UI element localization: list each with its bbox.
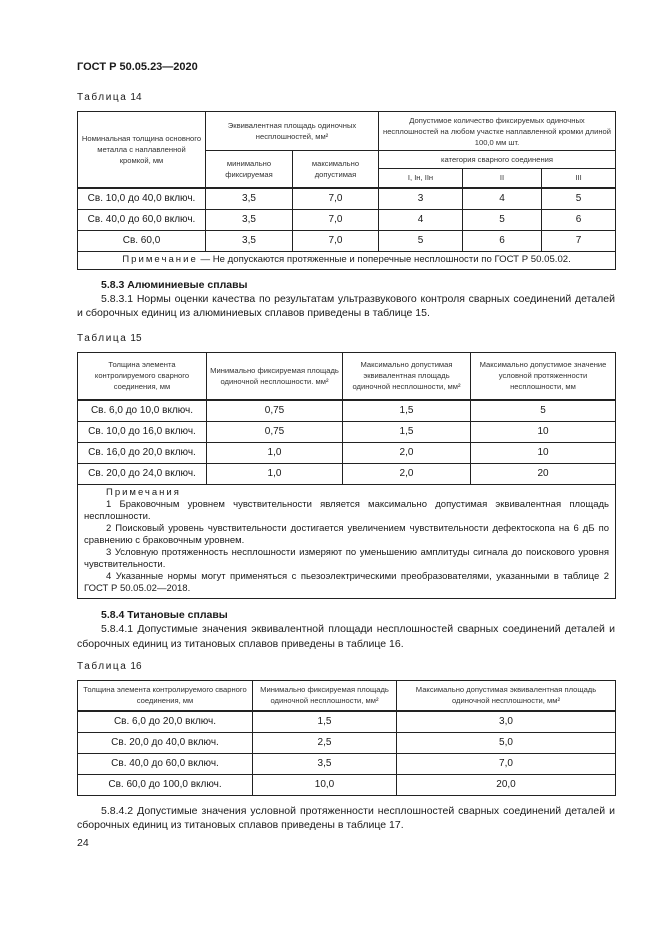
header-category: категория сварного соединения xyxy=(379,151,616,169)
caption-word: Таблица xyxy=(77,332,128,344)
value-cell: 3,0 xyxy=(397,711,616,733)
table-row xyxy=(78,209,616,230)
value-cell: 7,0 xyxy=(293,209,379,230)
value-cell: 10 xyxy=(471,443,616,464)
section-5-8-4-heading: 5.8.4 Титановые сплавы xyxy=(101,609,228,621)
value-cell: 7 xyxy=(542,230,616,251)
caption-number: 15 xyxy=(130,332,142,344)
paragraph-5-8-4-2: 5.8.4.2 Допустимые значения условной протяженности несплошностей сварных соединений деталей и сборочных единиц из титановых сплавов приведены в таблице 17. xyxy=(77,804,615,831)
table-row xyxy=(78,753,616,774)
value-cell: 0,75 xyxy=(207,400,343,422)
row-label-cell: Св. 10,0 до 40,0 включ. xyxy=(78,188,206,210)
row-label-cell: Св. 60,0 xyxy=(78,230,206,251)
table-14-note xyxy=(78,251,616,269)
table-row xyxy=(78,443,616,464)
row-label-cell: Св. 40,0 до 60,0 включ. xyxy=(78,209,206,230)
header-area: Эквивалентная площадь одиночных несплошностей, мм² xyxy=(206,112,379,151)
row-label-cell: Св. 10,0 до 16,0 включ. xyxy=(78,422,207,443)
note-1: 1 Браковочным уровнем чувствительности является максимально допустимая эквивалентная площадь несплошности. xyxy=(84,499,609,522)
caption-number: 16 xyxy=(130,661,142,672)
header-count: Допустимое количество фиксируемых одиночных несплошностей на любом участке наплавленной кромки длиной 100,0 мм шт. xyxy=(379,112,616,151)
table-row xyxy=(78,188,616,210)
value-cell: 4 xyxy=(463,188,542,210)
value-cell: 5 xyxy=(471,400,616,422)
table-15-caption xyxy=(77,333,615,345)
header-thickness: Толщина элемента контролируемого сварного соединения, мм xyxy=(78,352,207,400)
paragraph-5-8-3-1: 5.8.3.1 Нормы оценки качества по результатам ультразвукового контроля сварных соединений деталей и сборочных единиц из алюминиевых сплавов приведены в таблице 15. xyxy=(77,292,615,319)
table-row xyxy=(78,774,616,795)
value-cell: 6 xyxy=(542,209,616,230)
caption-word: Таблица xyxy=(77,92,128,103)
header-max-area: Максимально допустимая эквивалентная площадь одиночной несплошности, мм² xyxy=(343,352,471,400)
value-cell: 3,5 xyxy=(206,230,293,251)
value-cell: 2,0 xyxy=(343,443,471,464)
value-cell: 1,5 xyxy=(253,711,397,733)
value-cell: 2,5 xyxy=(253,732,397,753)
value-cell: 3,5 xyxy=(253,753,397,774)
value-cell: 3,5 xyxy=(206,209,293,230)
header-min: минимально фиксируемая xyxy=(206,151,293,188)
header-min-area: Минимально фиксируемая площадь одиночной несплошности. мм² xyxy=(207,352,343,400)
note-3: 3 Условную протяженность несплошности измеряют по уменьшению амплитуды сигнала до поискового уровня чувствительности. xyxy=(84,547,609,570)
value-cell: 1,0 xyxy=(207,443,343,464)
value-cell: 5 xyxy=(463,209,542,230)
table-row xyxy=(78,711,616,733)
row-label-cell: Св. 16,0 до 20,0 включ. xyxy=(78,443,207,464)
note-2: 2 Поисковый уровень чувствительности достигается увеличением чувствительности дефектоскопа на 6 дБ по сравнению с браковочным уровнем. xyxy=(84,523,609,546)
table-16 xyxy=(77,680,616,796)
table-row xyxy=(78,230,616,251)
header-max-area: Максимально допустимая эквивалентная площадь одиночной несплошности, мм² xyxy=(397,681,616,711)
value-cell: 4 xyxy=(379,209,463,230)
value-cell: 3 xyxy=(379,188,463,210)
table-row xyxy=(78,732,616,753)
header-max-length: Максимально допустимое значение условной протяженности несплошности, мм xyxy=(471,352,616,400)
value-cell: 3,5 xyxy=(206,188,293,210)
header-thickness: Толщина элемента контролируемого сварного соединения, мм xyxy=(78,681,253,711)
caption-word: Таблица xyxy=(77,661,128,672)
value-cell: 10,0 xyxy=(253,774,397,795)
value-cell: 0,75 xyxy=(207,422,343,443)
table-14-caption xyxy=(77,92,615,104)
row-label-cell: Св. 60,0 до 100,0 включ. xyxy=(78,774,253,795)
value-cell: 7,0 xyxy=(293,188,379,210)
row-label-cell: Св. 40,0 до 60,0 включ. xyxy=(78,753,253,774)
value-cell: 10 xyxy=(471,422,616,443)
header-min-area: Минимально фиксируемая площадь одиночной несплошности, мм² xyxy=(253,681,397,711)
table-15-notes xyxy=(78,485,616,599)
header-thickness: Номинальная толщина основного металла с наплавленной кромкой, мм xyxy=(78,112,206,188)
value-cell: 7,0 xyxy=(293,230,379,251)
table-row xyxy=(78,422,616,443)
table-row xyxy=(78,400,616,422)
page-number: 24 xyxy=(77,836,89,849)
caption-number: 14 xyxy=(130,92,142,103)
value-cell: 20 xyxy=(471,464,616,485)
value-cell: 1,5 xyxy=(343,422,471,443)
table-row xyxy=(78,464,616,485)
section-5-8-3-heading: 5.8.3 Алюминиевые сплавы xyxy=(101,278,248,291)
value-cell: 5 xyxy=(542,188,616,210)
row-label-cell: Св. 6,0 до 20,0 включ. xyxy=(78,711,253,733)
notes-label: Примечания xyxy=(106,487,181,498)
header-cat1: I, Iн, IIн xyxy=(379,169,463,188)
table-14 xyxy=(77,111,616,270)
row-label-cell: Св. 20,0 до 40,0 включ. xyxy=(78,732,253,753)
header-cat3: III xyxy=(542,169,616,188)
value-cell: 7,0 xyxy=(397,753,616,774)
paragraph-5-8-4-1: 5.8.4.1 Допустимые значения эквивалентной площади несплошностей сварных соединений деталей и сборочных единиц из титановых сплавов приведены в таблице 16. xyxy=(77,623,615,650)
document-title: ГОСТ Р 50.05.23—2020 xyxy=(77,61,198,73)
note-4: 4 Указанные нормы могут применяться с пьезоэлектрическими преобразователями, указанными в таблице 2 ГОСТ Р 50.05.02—2018. xyxy=(84,571,609,594)
value-cell: 6 xyxy=(463,230,542,251)
value-cell: 20,0 xyxy=(397,774,616,795)
table-15 xyxy=(77,352,616,600)
value-cell: 1,5 xyxy=(343,400,471,422)
value-cell: 5,0 xyxy=(397,732,616,753)
header-max: максимально допустимая xyxy=(293,151,379,188)
value-cell: 2,0 xyxy=(343,464,471,485)
note-text: — Не допускаются протяженные и поперечные несплошности по ГОСТ Р 50.05.02. xyxy=(197,254,571,265)
table-16-caption xyxy=(77,661,615,673)
value-cell: 1,0 xyxy=(207,464,343,485)
note-label: Примечание xyxy=(122,254,198,265)
row-label-cell: Св. 6,0 до 10,0 включ. xyxy=(78,400,207,422)
value-cell: 5 xyxy=(379,230,463,251)
row-label-cell: Св. 20,0 до 24,0 включ. xyxy=(78,464,207,485)
header-cat2: II xyxy=(463,169,542,188)
